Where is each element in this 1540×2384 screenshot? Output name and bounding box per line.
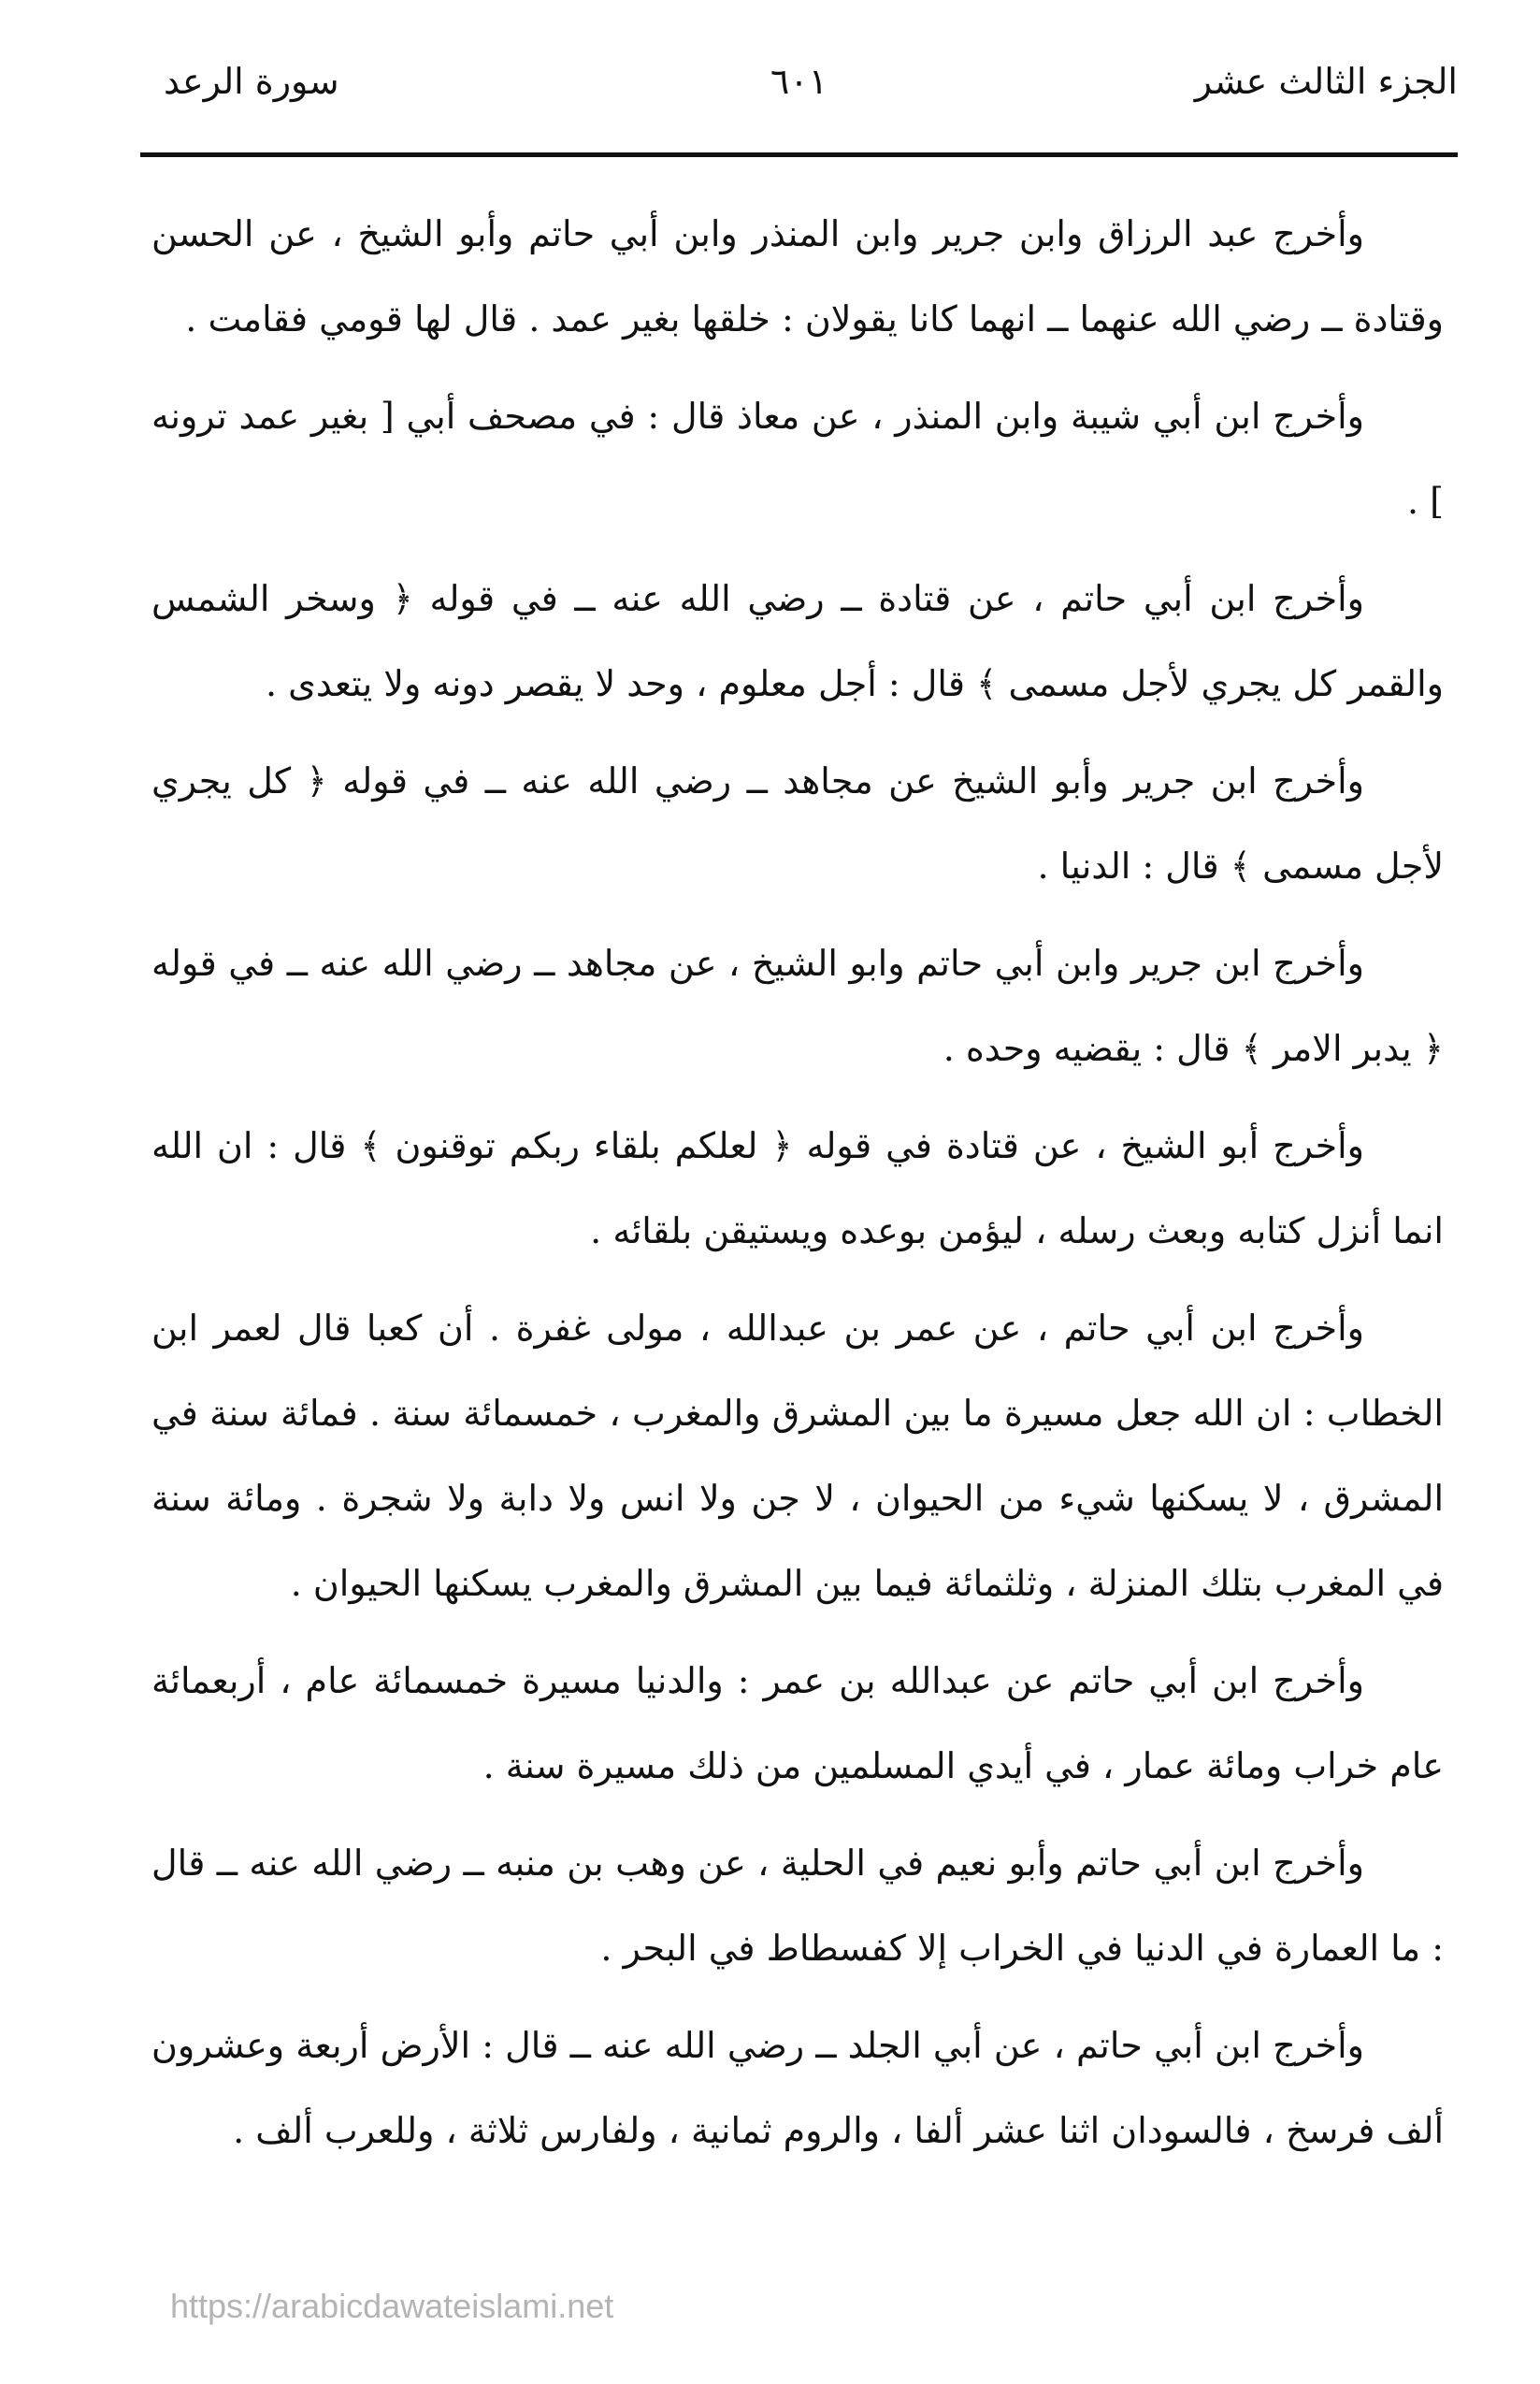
- paragraph: وأخرج ابن أبي حاتم عن عبدالله بن عمر : والدنيا مسيرة خمسمائة عام ، أربعمائة عام خراب ومائة عمار ، في أيدي المسلمين من ذلك مسيرة سنة .: [151, 1660, 1444, 1786]
- part-title: الجزء الثالث عشر: [1194, 61, 1458, 102]
- page-body: [151, 192, 1444, 2186]
- header-rule: [140, 152, 1458, 157]
- paragraph: وأخرج ابن أبي حاتم ، عن أبي الجلد ــ رضي الله عنه ــ قال : الأرض أربعة وعشرون ألف فرسخ ، فالسودان اثنا عشر ألفا ، والروم ثمانية ، ولفارس ثلاثة ، وللعرب ألف .: [151, 2025, 1444, 2151]
- paragraph: وأخرج عبد الرزاق وابن جرير وابن المنذر وابن أبي حاتم وأبو الشيخ ، عن الحسن وقتادة ــ رضي الله عنهما ــ انهما كانا يقولان : خلقها بغير عمد . قال لها قومي فقامت .: [151, 213, 1444, 340]
- page-number: ٦٠١: [770, 61, 828, 102]
- page-header: [140, 51, 1458, 126]
- watermark-url: https://arabicdawateislami.net: [170, 2287, 614, 2325]
- paragraph: وأخرج ابن أبي حاتم وأبو نعيم في الحلية ، عن وهب بن منبه ــ رضي الله عنه ــ قال : ما العمارة في الدنيا في الخراب إلا كفسطاط في البحر .: [151, 1842, 1444, 1969]
- paragraph: وأخرج ابن أبي حاتم ، عن قتادة ــ رضي الله عنه ــ في قوله ﴿ وسخر الشمس والقمر كل يجري لأجل مسمى ﴾ قال : أجل معلوم ، وحد لا يقصر دونه ولا يتعدى .: [151, 578, 1444, 704]
- surah-title: سورة الرعد: [164, 61, 339, 102]
- paragraph: وأخرج أبو الشيخ ، عن قتادة في قوله ﴿ لعلكم بلقاء ربكم توقنون ﴾ قال : ان الله انما أنزل كتابه وبعث رسله ، ليؤمن بوعده ويستيقن بلقائه .: [151, 1125, 1444, 1251]
- paragraph: وأخرج ابن جرير وابن أبي حاتم وابو الشيخ ، عن مجاهد ــ رضي الله عنه ــ في قوله ﴿ يدبر الامر ﴾ قال : يقضيه وحده .: [151, 943, 1444, 1069]
- paragraph: وأخرج ابن أبي شيبة وابن المنذر ، عن معاذ قال : في مصحف أبي [ بغير عمد ترونه ] .: [151, 396, 1444, 522]
- paragraph: وأخرج ابن أبي حاتم ، عن عمر بن عبدالله ، مولى غفرة . أن كعبا قال لعمر ابن الخطاب : ان الله جعل مسيرة ما بين المشرق والمغرب ، خمسمائة سنة . فمائة سنة في المشرق ، لا يسكنها شيء من الحيوان ، لا جن ولا انس ولا دابة ولا شجرة . ومائة سنة في المغرب بتلك المنزلة ، وثلثمائة فيما بين المشرق والمغرب يسكنها الحيوان .: [151, 1308, 1444, 1604]
- paragraph: وأخرج ابن جرير وأبو الشيخ عن مجاهد ــ رضي الله عنه ــ في قوله ﴿ كل يجري لأجل مسمى ﴾ قال : الدنيا .: [151, 760, 1444, 887]
